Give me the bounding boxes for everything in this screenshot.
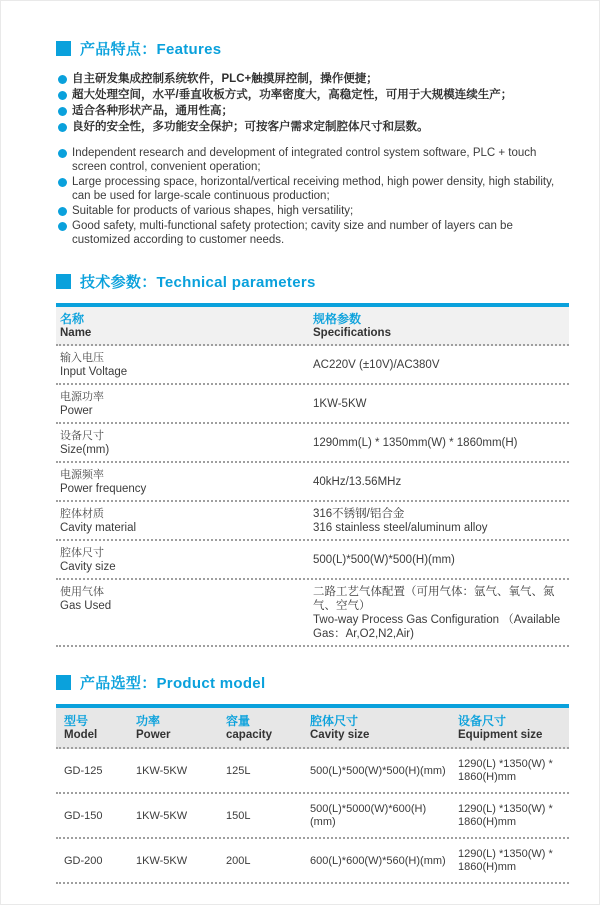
parameter-value-cell [309,351,569,379]
bullet-icon [58,91,67,100]
feature-bullet-en [56,146,569,174]
parameter-name-cell [56,468,309,496]
column-header-capacity [218,714,302,742]
column-label-zh: 设备尺寸 [458,714,507,728]
parameter-value-cell [309,468,569,496]
bullet-icon [58,75,67,84]
cavity-size-cell: 600(L)*600(W)*560(H)(mm) [310,854,446,867]
param-value: 40kHz/13.56MHz [313,476,402,488]
param-name-en: Cavity material [60,522,137,534]
features-list-english [56,146,569,247]
technical-parameters-table [56,303,569,647]
capacity-cell: 125L [226,764,251,777]
equipment-size-cell: 1290(L) *1350(W) * 1860(H)mm [458,848,553,873]
table-row [56,749,569,794]
feature-bullet-en [56,175,569,203]
table-row [56,346,569,385]
parameter-name-cell [56,507,309,535]
parameter-value-cell [309,585,569,641]
model-cell: GD-125 [64,764,103,777]
parameter-value-cell [309,507,569,535]
section-marker-icon [56,41,71,56]
param-value: 316不锈钢/铝合金 [313,508,405,520]
bullet-icon [58,178,67,187]
table-row [56,580,569,647]
feature-text: Large processing space, horizontal/vertical receiving method, high power density, high stability, can be used for large-scale continuous production; [72,176,555,202]
table-row [56,463,569,502]
feature-text: 自主研发集成控制系统软件，PLC+触摸屏控制，操作便捷； [72,73,378,85]
table-row [56,385,569,424]
power-cell: 1KW-5KW [136,764,188,777]
table-row [56,424,569,463]
column-header-model [56,714,128,742]
column-label-zh: 容量 [226,714,251,728]
param-name-en: Input Voltage [60,366,128,378]
bullet-icon [58,149,67,158]
param-name-en: Power frequency [60,483,147,495]
parameter-value-cell [309,390,569,418]
feature-bullet-zh [56,72,569,87]
column-header-power [128,714,218,742]
column-label-en: capacity [226,729,273,741]
feature-bullet-en [56,219,569,247]
param-name-en: Power [60,405,93,417]
features-section-header [56,38,569,59]
parameter-value-cell [309,546,569,574]
column-label-en: Cavity size [310,729,370,741]
equipment-size-cell: 1290(L) *1350(W) * 1860(H)mm [458,758,553,783]
param-value: 316 stainless steel/aluminum alloy [313,522,488,534]
column-label-zh: 规格参数 [313,312,362,326]
param-name-zh: 腔体尺寸 [60,547,104,559]
table-row [56,502,569,541]
model-cell: GD-200 [64,854,103,867]
parameter-name-cell [56,429,309,457]
feature-text: 适合各种形状产品，通用性高； [72,105,233,117]
feature-text: Independent research and development of integrated control system software, PLC + touch screen control, convenient operation; [72,147,537,173]
param-value: Two-way Process Gas Configuration （Available Gas：Ar,O2,N2,Air) [313,614,561,640]
param-name-zh: 使用气体 [60,586,104,598]
param-name-zh: 电源功率 [60,391,104,403]
section-marker-icon [56,675,71,690]
column-label-en: Name [60,327,92,339]
param-value: 500(L)*500(W)*500(H)(mm) [313,554,455,566]
power-cell: 1KW-5KW [136,809,188,822]
column-header-name [56,312,309,340]
table-row [56,794,569,839]
feature-text: Good safety, multi-functional safety protection; cavity size and number of layers can be customized according to customer needs. [72,220,513,246]
feature-bullet-en [56,204,569,218]
column-header-specifications [309,312,569,340]
technical-parameters-section [56,271,569,647]
param-name-zh: 腔体材质 [60,508,104,520]
column-label-en: Specifications [313,327,391,339]
table-header-row [56,307,569,346]
column-label-en: Equipment size [458,729,543,741]
capacity-cell: 150L [226,809,251,822]
column-label-zh: 名称 [60,312,85,326]
table-row [56,839,569,884]
parameter-value-cell [309,429,569,457]
model-cell: GD-150 [64,809,103,822]
features-list-chinese [56,72,569,135]
column-label-zh: 功率 [136,714,161,728]
model-section-header [56,672,569,693]
feature-text: 良好的安全性，多功能安全保护；可按客户需求定制腔体尺寸和层数。 [72,121,429,133]
product-model-section [56,672,569,884]
feature-bullet-zh [56,88,569,103]
section-marker-icon [56,274,71,289]
equipment-size-cell: 1290(L) *1350(W) * 1860(H)mm [458,803,553,828]
power-cell: 1KW-5KW [136,854,188,867]
parameter-name-cell [56,546,309,574]
param-name-zh: 设备尺寸 [60,430,104,442]
table-row [56,541,569,580]
cavity-size-cell: 500(L)*500(W)*500(H)(mm) [310,764,446,777]
param-value: AC220V (±10V)/AC380V [313,359,440,371]
feature-bullet-zh [56,120,569,135]
column-header-equipment-size [450,714,569,742]
param-name-en: Size(mm) [60,444,110,456]
column-label-zh: 腔体尺寸 [310,714,359,728]
feature-bullet-zh [56,104,569,119]
technical-title: 技术参数：Technical parameters [80,274,316,291]
parameter-name-cell [56,390,309,418]
param-value: 1290mm(L) * 1350mm(W) * 1860mm(H) [313,437,518,449]
column-header-cavity-size [302,714,450,742]
bullet-icon [58,207,67,216]
parameter-name-cell [56,351,309,379]
param-name-zh: 电源频率 [60,469,104,481]
bullet-icon [58,123,67,132]
features-title: 产品特点：Features [80,41,222,58]
product-model-table [56,704,569,884]
bullet-icon [58,107,67,116]
cavity-size-cell: 500(L)*5000(W)*600(H)(mm) [310,803,427,828]
model-title: 产品选型：Product model [80,675,266,692]
param-name-en: Gas Used [60,600,112,612]
bullet-icon [58,222,67,231]
features-section [56,38,569,247]
column-label-en: Power [136,729,171,741]
column-label-zh: 型号 [64,714,89,728]
parameter-name-cell [56,585,309,641]
technical-section-header [56,271,569,292]
feature-text: 超大处理空间，水平/垂直收板方式，功率密度大，高稳定性，可用于大规模连续生产； [72,89,513,101]
capacity-cell: 200L [226,854,251,867]
param-name-zh: 输入电压 [60,352,104,364]
param-value: 1KW-5KW [313,398,367,410]
feature-text: Suitable for products of various shapes, high versatility; [72,205,354,217]
table-header-row [56,708,569,749]
param-value: 二路工艺气体配置（可用气体：氩气、氧气、氮气、空气） [313,586,555,612]
column-label-en: Model [64,729,98,741]
param-name-en: Cavity size [60,561,116,573]
